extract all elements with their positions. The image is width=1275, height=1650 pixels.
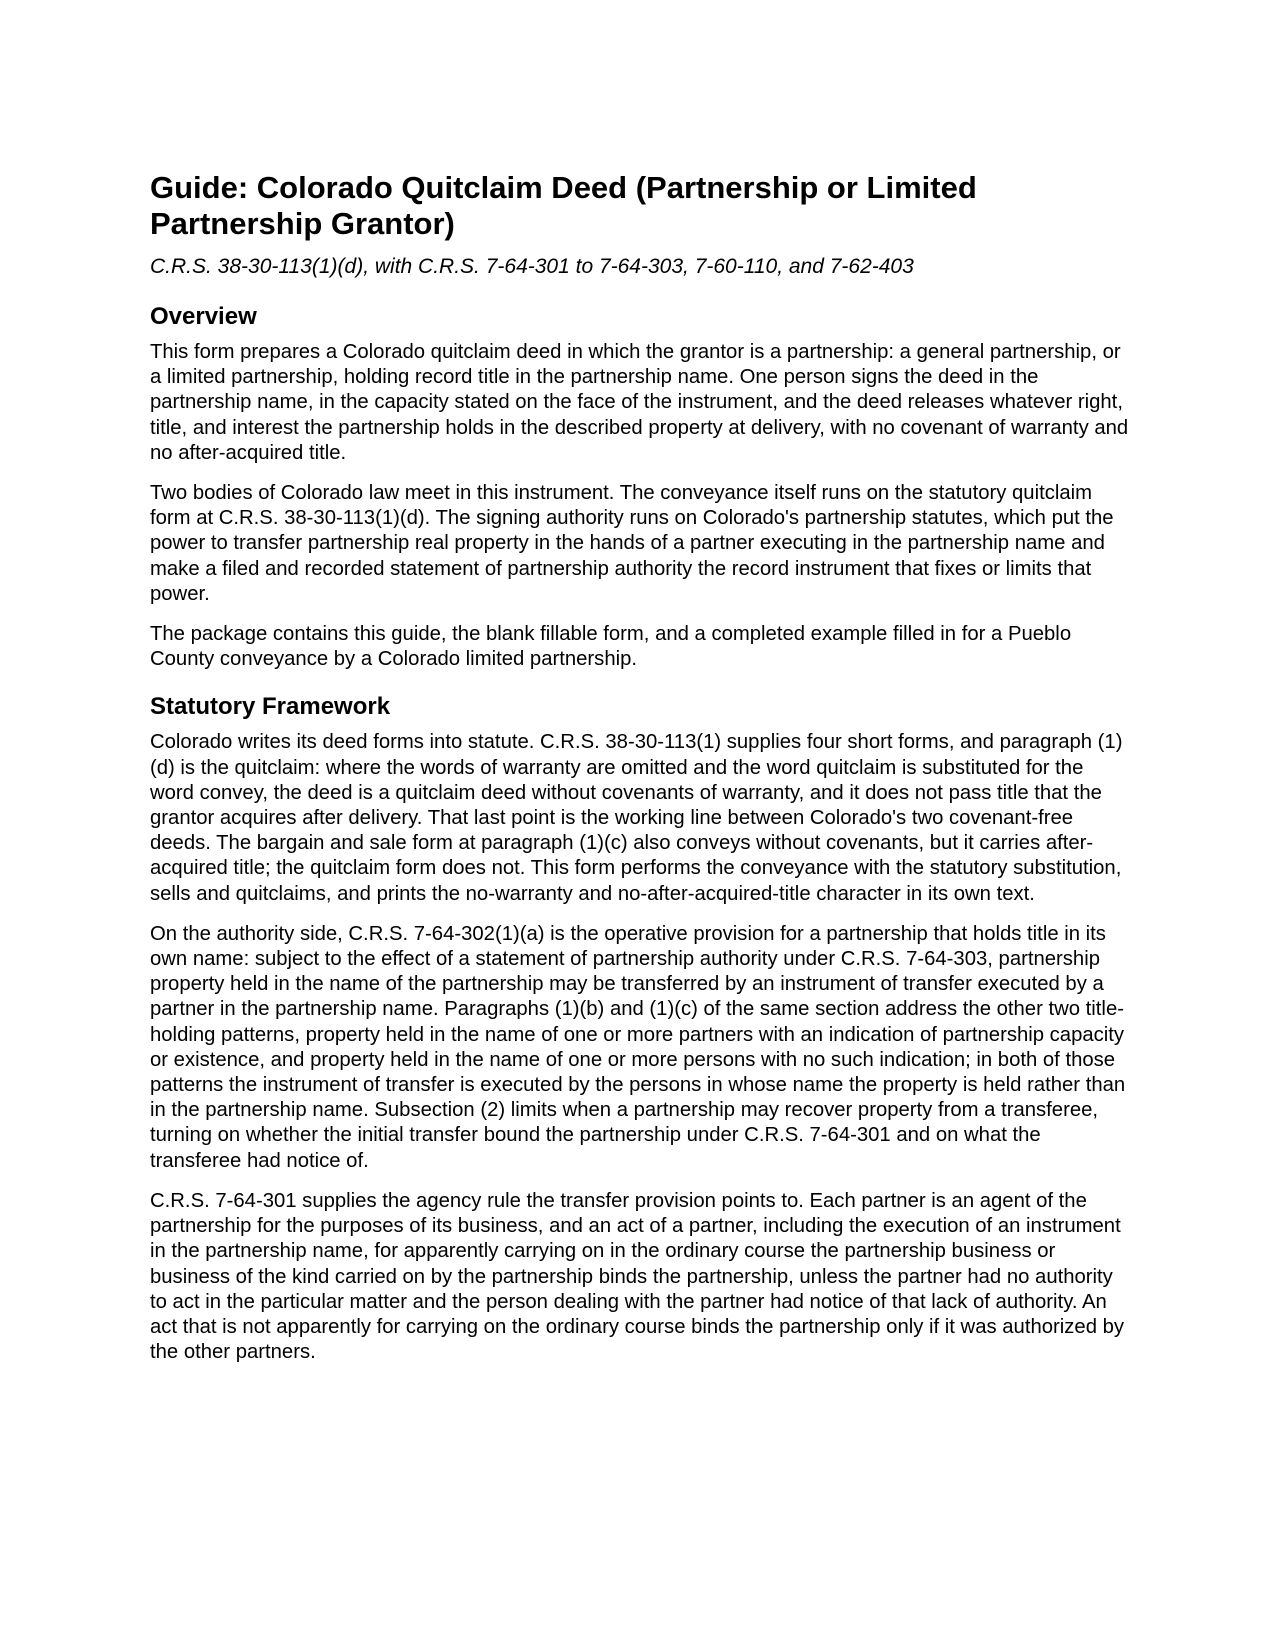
- framework-paragraph: C.R.S. 7-64-301 supplies the agency rule the transfer provision points to. Each partner is an agent of the partnership for the purposes of its business, and an act of a partner, including the execution of an instrument in the partnership name, for apparently carrying on in the ordinary course the partnership business or business of the kind carried on by the partnership binds the partnership, unless the partner had no authority to act in the particular matter and the person dealing with the partner had notice of that lack of authority. An act that is not apparently for carrying on the ordinary course binds the partnership only if it was authorized by the other partners.: [150, 1189, 1125, 1364]
- statutory-framework-heading: Statutory Framework: [150, 693, 391, 721]
- overview-paragraph: Two bodies of Colorado law meet in this instrument. The conveyance itself runs on the statutory quitclaim form at C.R.S. 38-30-113(1)(d). The signing authority runs on Colorado's partnership statutes, which put the power to transfer partnership real property in the hands of a partner executing in the partnership name and make a filed and recorded statement of partnership authority the record instrument that fixes or limits that power.: [150, 482, 1114, 605]
- overview-paragraph: The package contains this guide, the blank fillable form, and a completed example filled in for a Pueblo County conveyance by a Colorado limited partnership.: [150, 623, 1072, 671]
- overview-paragraph: This form prepares a Colorado quitclaim deed in which the grantor is a partnership: a general partnership, or a limited partnership, holding record title in the partnership name. One person signs the deed in the partnership name, in the capacity stated on the face of the instrument, and the deed releases whatever right, title, and interest the partnership holds in the described property at delivery, with no covenant of warranty and no after-acquired title.: [150, 341, 1129, 464]
- document-title: Guide: Colorado Quitclaim Deed (Partnership or Limited Partnership Grantor): [150, 170, 977, 241]
- framework-paragraph: On the authority side, C.R.S. 7-64-302(1)(a) is the operative provision for a partnership that holds title in its own name: subject to the effect of a statement of partnership authority under C.R.S. 7-64-303, partnership property held in the name of the partnership may be transferred by an instrument of transfer executed by a partner in the partnership name. Paragraphs (1)(b) and (1)(c) of the same section address the other two title-holding patterns, property held in the name of one or more partners with an indication of partnership capacity or existence, and property held in the name of one or more persons with no such indication; in both of those patterns the instrument of transfer is executed by the persons in whose name the property is held rather than in the partnership name. Subsection (2) limits when a partnership may recover property from a transferee, turning on whether the initial transfer bound the partnership under C.R.S. 7-64-301 and on what the transferee had notice of.: [150, 922, 1126, 1172]
- document-page: [150, 170, 1130, 1365]
- statutory-framework-section: [150, 693, 1130, 1365]
- overview-section: [150, 303, 1130, 672]
- framework-paragraph: Colorado writes its deed forms into statute. C.R.S. 38-30-113(1) supplies four short forms, and paragraph (1)(d) is the quitclaim: where the words of warranty are omitted and the word quitclaim is substituted for the word convey, the deed is a quitclaim deed without covenants of warranty, and it does not pass title that the grantor acquires after delivery. That last point is the working line between Colorado's two covenant-free deeds. The bargain and sale form at paragraph (1)(c) also conveys without covenants, but it carries after-acquired title; the quitclaim form does not. This form performs the conveyance with the statutory substitution, sells and quitclaims, and prints the no-warranty and no-after-acquired-title character in its own text.: [150, 731, 1123, 905]
- statute-citation: C.R.S. 38-30-113(1)(d), with C.R.S. 7-64-301 to 7-64-303, 7-60-110, and 7-62-403: [150, 255, 914, 278]
- overview-heading: Overview: [150, 303, 257, 330]
